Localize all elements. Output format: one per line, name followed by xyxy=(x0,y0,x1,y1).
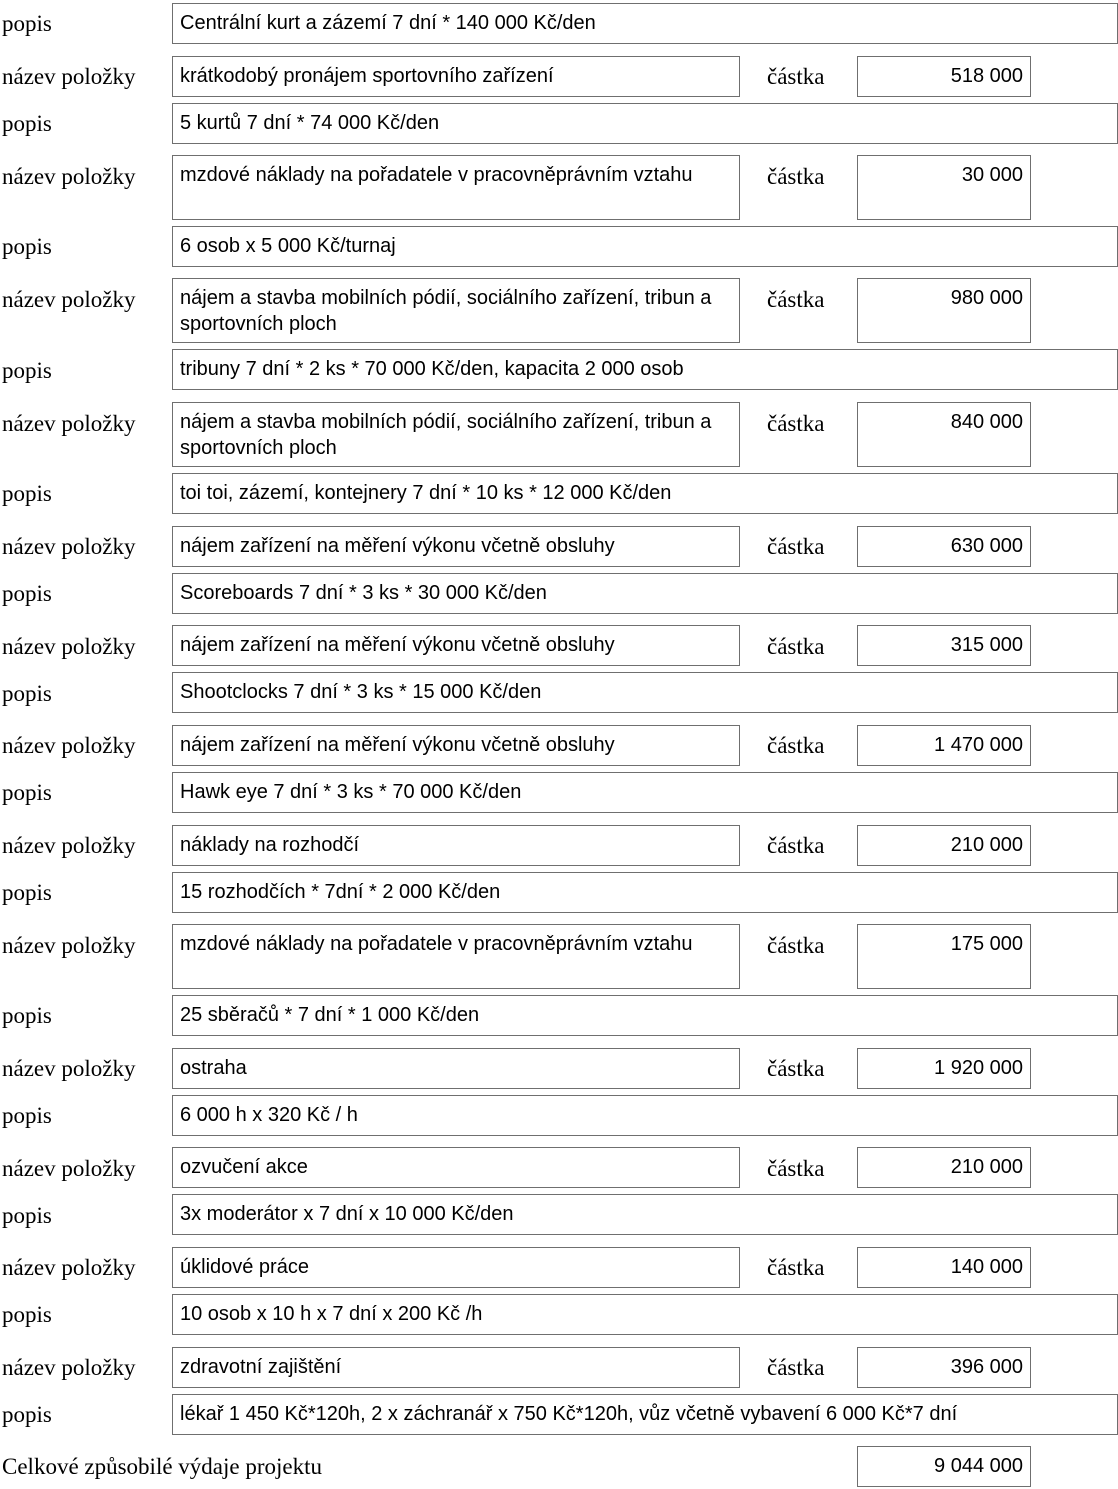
item-name-label: název položky xyxy=(2,287,136,312)
description-label: popis xyxy=(2,1402,52,1427)
item-name-label: název položky xyxy=(2,933,136,958)
description-field[interactable]: 25 sběračů * 7 dní * 1 000 Kč/den xyxy=(172,995,1118,1036)
amount-field[interactable]: 840 000 xyxy=(857,402,1031,467)
amount-field[interactable]: 1 920 000 xyxy=(857,1048,1031,1089)
item-name-label: název položky xyxy=(2,733,136,758)
description-label: popis xyxy=(2,234,52,259)
item-name-field[interactable]: zdravotní zajištění xyxy=(172,1347,740,1388)
amount-label: částka xyxy=(767,1056,825,1081)
item-name-field[interactable]: náklady na rozhodčí xyxy=(172,825,740,866)
description-field[interactable]: 6 000 h x 320 Kč / h xyxy=(172,1095,1118,1136)
item-name-label: název položky xyxy=(2,1355,136,1380)
description-field[interactable]: 3x moderátor x 7 dní x 10 000 Kč/den xyxy=(172,1194,1118,1235)
item-name-field[interactable]: mzdové náklady na pořadatele v pracovněprávním vztahu xyxy=(172,155,740,220)
amount-label: částka xyxy=(767,287,825,312)
amount-field[interactable]: 518 000 xyxy=(857,56,1031,97)
description-label: popis xyxy=(2,1003,52,1028)
amount-field[interactable]: 30 000 xyxy=(857,155,1031,220)
description-label: popis xyxy=(2,1203,52,1228)
item-name-label: název položky xyxy=(2,833,136,858)
amount-label: částka xyxy=(767,534,825,559)
item-name-field[interactable]: úklidové práce xyxy=(172,1247,740,1288)
description-field[interactable]: Shootclocks 7 dní * 3 ks * 15 000 Kč/den xyxy=(172,672,1118,713)
amount-label: částka xyxy=(767,833,825,858)
amount-field[interactable]: 175 000 xyxy=(857,924,1031,989)
item-name-label: název položky xyxy=(2,1156,136,1181)
amount-field[interactable]: 630 000 xyxy=(857,526,1031,567)
item-name-label: název položky xyxy=(2,534,136,559)
amount-label: částka xyxy=(767,933,825,958)
amount-field[interactable]: 1 470 000 xyxy=(857,725,1031,766)
description-label: popis xyxy=(2,681,52,706)
description-field[interactable]: Scoreboards 7 dní * 3 ks * 30 000 Kč/den xyxy=(172,573,1118,614)
description-field[interactable]: Hawk eye 7 dní * 3 ks * 70 000 Kč/den xyxy=(172,772,1118,813)
item-name-label: název položky xyxy=(2,64,136,89)
amount-label: částka xyxy=(767,1355,825,1380)
description-label: popis xyxy=(2,780,52,805)
amount-label: částka xyxy=(767,1156,825,1181)
amount-field[interactable]: 980 000 xyxy=(857,278,1031,343)
item-name-label: název položky xyxy=(2,634,136,659)
amount-field[interactable]: 210 000 xyxy=(857,1147,1031,1188)
amount-field[interactable]: 396 000 xyxy=(857,1347,1031,1388)
amount-label: částka xyxy=(767,733,825,758)
amount-label: částka xyxy=(767,164,825,189)
item-name-label: název položky xyxy=(2,411,136,436)
item-name-field[interactable]: nájem zařízení na měření výkonu včetně obsluhy xyxy=(172,725,740,766)
description-field[interactable]: toi toi, zázemí, kontejnery 7 dní * 10 ks * 12 000 Kč/den xyxy=(172,473,1118,514)
description-label: popis xyxy=(2,581,52,606)
description-field[interactable]: lékař 1 450 Kč*120h, 2 x záchranář x 750 Kč*120h, vůz včetně vybavení 6 000 Kč*7 dní xyxy=(172,1394,1118,1435)
amount-label: částka xyxy=(767,411,825,436)
description-field[interactable]: 15 rozhodčích * 7dní * 2 000 Kč/den xyxy=(172,872,1118,913)
description-field[interactable]: tribuny 7 dní * 2 ks * 70 000 Kč/den, kapacita 2 000 osob xyxy=(172,349,1118,390)
item-name-field[interactable]: nájem zařízení na měření výkonu včetně obsluhy xyxy=(172,625,740,666)
description-label: popis xyxy=(2,481,52,506)
item-name-label: název položky xyxy=(2,164,136,189)
item-name-field[interactable]: mzdové náklady na pořadatele v pracovněprávním vztahu xyxy=(172,924,740,989)
item-name-field[interactable]: nájem a stavba mobilních pódií, sociálního zařízení, tribun a sportovních ploch xyxy=(172,278,740,343)
description-field[interactable]: 6 osob x 5 000 Kč/turnaj xyxy=(172,226,1118,267)
description-field[interactable]: Centrální kurt a zázemí 7 dní * 140 000 Kč/den xyxy=(172,3,1118,44)
amount-field[interactable]: 210 000 xyxy=(857,825,1031,866)
description-label: popis xyxy=(2,358,52,383)
item-name-field[interactable]: ostraha xyxy=(172,1048,740,1089)
item-name-label: název položky xyxy=(2,1056,136,1081)
total-amount-field[interactable]: 9 044 000 xyxy=(857,1446,1031,1487)
item-name-label: název položky xyxy=(2,1255,136,1280)
amount-label: částka xyxy=(767,634,825,659)
item-name-field[interactable]: nájem zařízení na měření výkonu včetně obsluhy xyxy=(172,526,740,567)
description-field[interactable]: 10 osob x 10 h x 7 dní x 200 Kč /h xyxy=(172,1294,1118,1335)
total-label: Celkové způsobilé výdaje projektu xyxy=(2,1454,323,1479)
amount-label: částka xyxy=(767,1255,825,1280)
item-name-field[interactable]: nájem a stavba mobilních pódií, sociálního zařízení, tribun a sportovních ploch xyxy=(172,402,740,467)
amount-label: částka xyxy=(767,64,825,89)
amount-field[interactable]: 140 000 xyxy=(857,1247,1031,1288)
amount-field[interactable]: 315 000 xyxy=(857,625,1031,666)
item-name-field[interactable]: krátkodobý pronájem sportovního zařízení xyxy=(172,56,740,97)
description-label: popis xyxy=(2,11,52,36)
description-label: popis xyxy=(2,1302,52,1327)
description-label: popis xyxy=(2,111,52,136)
description-label: popis xyxy=(2,880,52,905)
item-name-field[interactable]: ozvučení akce xyxy=(172,1147,740,1188)
description-label: popis xyxy=(2,1103,52,1128)
description-field[interactable]: 5 kurtů 7 dní * 74 000 Kč/den xyxy=(172,103,1118,144)
